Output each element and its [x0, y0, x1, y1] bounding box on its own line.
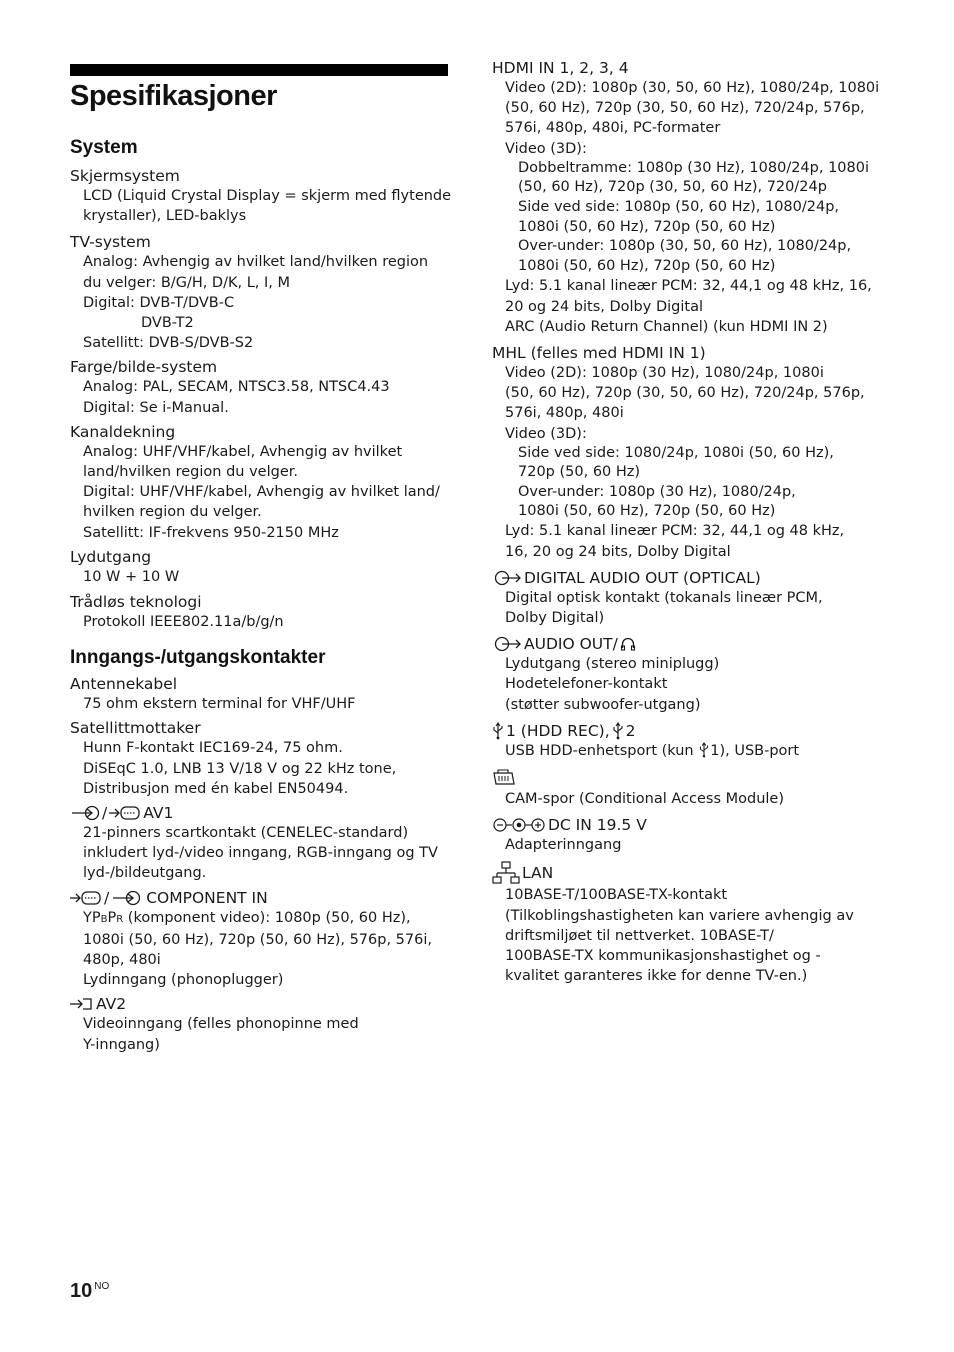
color-term: Farge/bilde-system [70, 358, 218, 377]
channel-line: land/hvilken region du velger. [83, 464, 298, 481]
mhl-line: 16, 20 og 24 bits, Dolby Digital [505, 543, 731, 560]
audio-line: 10 W + 10 W [83, 568, 180, 585]
optical-line: Digital optisk kontakt (tokanals lineær PCM, [505, 589, 823, 606]
io-heading: Inngangs-/utgangskontakter [70, 647, 326, 669]
channel-term: Kanaldekning [70, 422, 176, 441]
hdmi-line: Dobbeltramme: 1080p (30 Hz), 1080/24p, 1080i [518, 159, 870, 176]
channel-line: Analog: UHF/VHF/kabel, Avhengig av hvilket [83, 443, 403, 460]
lan-line: kvalitet garanteres ikke for denne TV-en.) [505, 968, 808, 985]
mhl-line: 576i, 480p, 480i [505, 405, 624, 422]
lan-line: 10BASE-T/100BASE-TX-kontakt [505, 887, 728, 904]
hdmi-line: (50, 60 Hz), 720p (30, 50, 60 Hz), 720/24p [518, 179, 827, 196]
page-language: NO [94, 1281, 110, 1293]
screen-line: LCD (Liquid Crystal Display = skjerm med flytende [83, 188, 452, 204]
lan-term: LAN [492, 861, 872, 885]
mhl-line: Lyd: 5.1 kanal lineær PCM: 32, 44,1 og 48 kHz, [505, 523, 845, 540]
cam-term [492, 767, 872, 789]
input-circle-arrow-icon [111, 890, 141, 906]
page-number: 10 $^{NO}$ [70, 1280, 110, 1302]
dc-line: Adapterinngang [505, 837, 622, 854]
component-input-icon [70, 890, 102, 906]
av1-line: 21-pinners scartkontakt (CENELEC-standard) [83, 825, 409, 842]
color-line: Analog: PAL, SECAM, NTSC3.58, NTSC4.43 [83, 379, 390, 396]
title-bar [70, 64, 448, 76]
mhl-term: MHL (felles med HDMI IN 1) [492, 343, 706, 362]
lan-line: driftsmiljøet til nettverket. 10BASE-T/ [505, 927, 774, 944]
component-line: 480p, 480i [83, 952, 161, 969]
antenna-line: 75 ohm ekstern terminal for VHF/UHF [83, 696, 356, 713]
hdmi-line: Lyd: 5.1 kanal lineær PCM: 32, 44,1 og 48 kHz, 16, [505, 278, 872, 295]
dc-term: DC IN 19.5 V [492, 815, 872, 835]
tv-line: DVB-T2 [141, 315, 194, 332]
screen-line: krystaller), LED-baklys [83, 208, 247, 225]
tv-term: TV-system [70, 233, 151, 252]
hdmi-line: (50, 60 Hz), 720p (30, 50, 60 Hz), 720/24p, 576p, [505, 100, 865, 117]
audio-term: Lydutgang [70, 547, 152, 566]
hdmi-line: ARC (Audio Return Channel) (kun HDMI IN 2) [505, 318, 828, 335]
av2-line: Videoinngang (felles phonopinne med [83, 1016, 359, 1033]
page-title: Spesifikasjoner [70, 80, 277, 112]
optical-term: DIGITAL AUDIO OUT (OPTICAL) [492, 568, 872, 588]
audio-out-line: Hodetelefoner-kontakt [505, 676, 668, 693]
tv-line: du velger: B/G/H, D/K, L, I, M [83, 274, 291, 291]
lan-line: (Tilkoblingshastigheten kan variere avhengig av [505, 907, 854, 924]
usb-icon [612, 722, 624, 740]
tv-line: Digital: DVB-T/DVB-C [83, 294, 235, 311]
wireless-term: Trådløs teknologi [70, 593, 202, 612]
mhl-line: Video (2D): 1080p (30 Hz), 1080/24p, 1080i [505, 364, 824, 381]
hdmi-line: 20 og 24 bits, Dolby Digital [505, 298, 703, 315]
mhl-line: 1080i (50, 60 Hz), 720p (50, 60 Hz) [518, 503, 776, 520]
channel-line: Digital: UHF/VHF/kabel, Avhengig av hvilket land/ [83, 484, 440, 501]
mhl-line: Side ved side: 1080/24p, 1080i (50, 60 Hz), [518, 444, 834, 461]
lan-line: 100BASE-TX kommunikasjonshastighet og - [505, 948, 821, 965]
mhl-line: Over-under: 1080p (30 Hz), 1080/24p, [518, 483, 796, 500]
audio-out-line: (støtter subwoofer-utgang) [505, 696, 701, 713]
satellite-term: Satellittmottaker [70, 719, 201, 738]
system-heading: System [70, 137, 138, 158]
tv-line: Analog: Avhengig av hvilket land/hvilken region [83, 254, 429, 271]
input-circle-arrow-icon [70, 805, 100, 821]
channel-line: Satellitt: IF-frekvens 950-2150 MHz [83, 524, 339, 541]
hdmi-line: 1080i (50, 60 Hz), 720p (50, 60 Hz) [518, 218, 776, 235]
component-line: 1080i (50, 60 Hz), 720p (50, 60 Hz), 576p, 576i, [83, 931, 432, 948]
component-term: / COMPONENT IN [70, 888, 448, 908]
usb-line: USB HDD-enhetsport (kun 1), USB-port [505, 742, 800, 759]
headphones-icon [620, 636, 636, 652]
scart-output-icon [109, 805, 141, 821]
hdmi-line: Over-under: 1080p (30, 50, 60 Hz), 1080/24p, [518, 238, 852, 255]
satellite-line: Hunn F-kontakt IEC169-24, 75 ohm. [83, 740, 343, 757]
av2-line: Y-inngang) [83, 1036, 160, 1053]
tv-line: Satellitt: DVB-S/DVB-S2 [83, 335, 254, 352]
av1-line: inkludert lyd-/video inngang, RGB-inngang og TV [83, 845, 438, 862]
dc-polarity-icon [492, 817, 546, 833]
output-circle-icon [492, 570, 522, 586]
optical-line: Dolby Digital) [505, 610, 605, 627]
component-line: YPBPR (komponent video): 1080p (50, 60 Hz), [83, 909, 411, 926]
audio-out-line: Lydutgang (stereo miniplugg) [505, 656, 720, 673]
usb-icon [698, 742, 710, 758]
left-column [70, 136, 452, 1055]
antenna-term: Antennekabel [70, 675, 178, 694]
network-icon [492, 861, 520, 885]
cam-line: CAM-spor (Conditional Access Module) [505, 791, 784, 808]
cam-slot-icon [492, 769, 516, 787]
component-line: Lydinngang (phonoplugger) [83, 972, 284, 989]
av2-term: AV2 [70, 994, 448, 1014]
hdmi-line: 1080i (50, 60 Hz), 720p (50, 60 Hz) [518, 257, 776, 274]
satellite-line: DiSEqC 1.0, LNB 13 V/18 V og 22 kHz tone, [83, 760, 397, 777]
hdmi-term: HDMI IN 1, 2, 3, 4 [492, 59, 629, 77]
av1-line: lyd-/bildeutgang. [83, 865, 207, 882]
hdmi-line: Side ved side: 1080p (50, 60 Hz), 1080/24p, [518, 199, 840, 215]
hdmi-line: Video (3D): [505, 140, 587, 157]
mhl-line: Video (3D): [505, 425, 587, 442]
color-line: Digital: Se i-Manual. [83, 399, 229, 416]
usb-term: 1 (HDD REC), 2 [492, 721, 872, 741]
av1-term: / AV1 [70, 803, 448, 823]
wireless-line: Protokoll IEEE802.11a/b/g/n [83, 614, 284, 631]
satellite-line: Distribusjon med én kabel EN50494. [83, 780, 349, 797]
hdmi-line: 576i, 480p, 480i, PC-formater [505, 120, 721, 137]
mhl-line: (50, 60 Hz), 720p (30, 50, 60 Hz), 720/24p, 576p, [505, 385, 865, 402]
screen-term: Skjermsystem [70, 167, 180, 185]
mhl-line: 720p (50, 60 Hz) [518, 464, 641, 481]
output-circle-icon [492, 636, 522, 652]
channel-line: hvilken region du velger. [83, 504, 262, 521]
usb-icon [492, 722, 504, 740]
audio-out-term: AUDIO OUT/ [492, 634, 872, 654]
hdmi-line: Video (2D): 1080p (30, 50, 60 Hz), 1080/24p, 1080i [505, 80, 880, 96]
right-column [492, 58, 880, 986]
video-input-icon [70, 996, 94, 1012]
